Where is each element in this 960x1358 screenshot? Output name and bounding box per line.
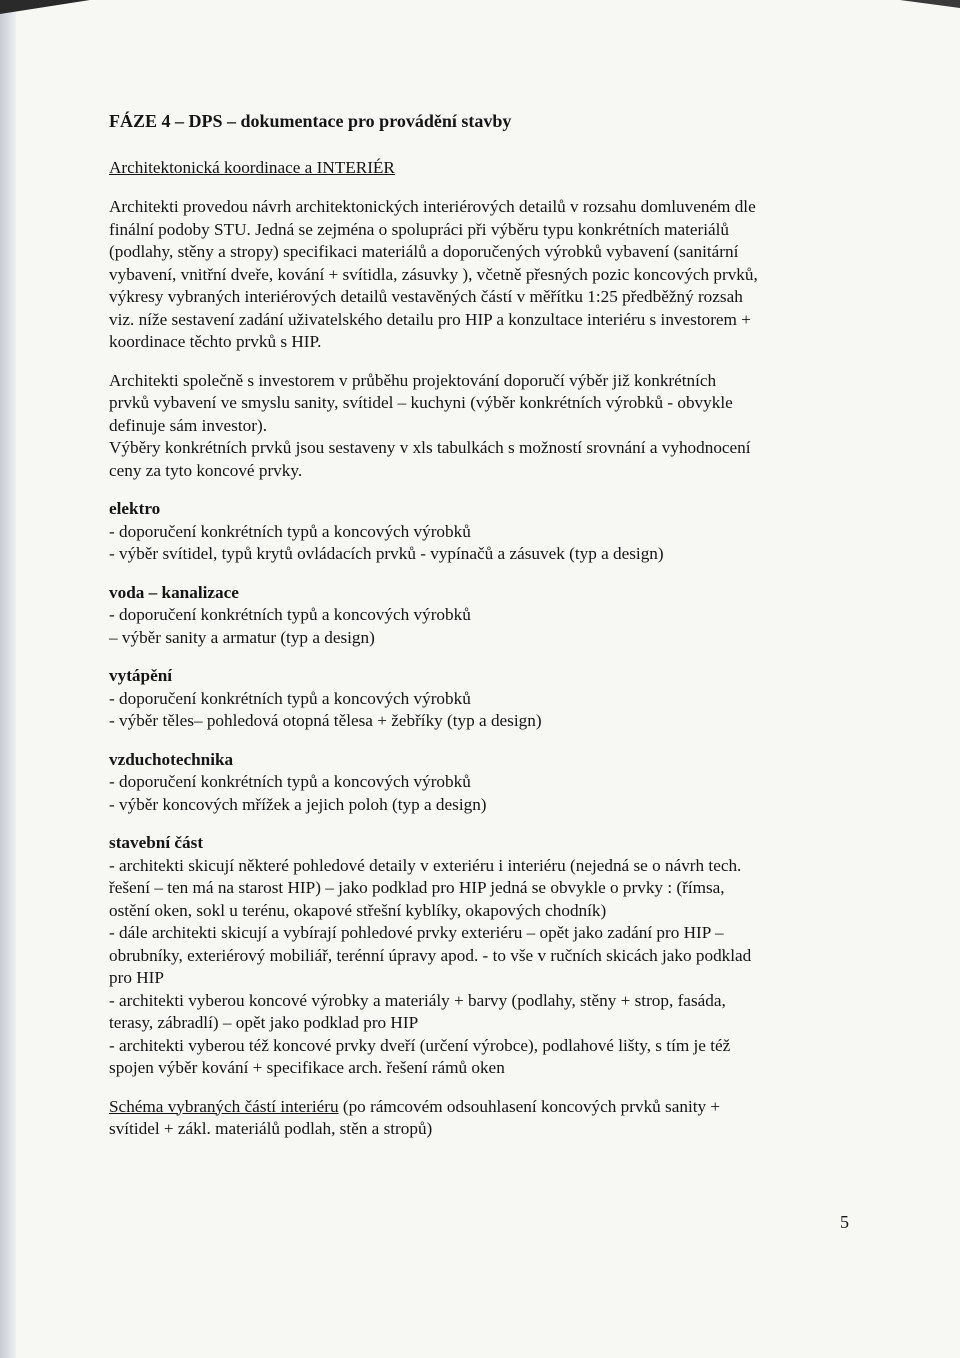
paragraph-line: výkresy vybraných interiérových detailů vestavěných částí v měřítku 1:25 předběžný rozsah [109, 287, 743, 306]
scan-corner-mark-right [900, 0, 960, 8]
section-line: – výběr sanity a armatur (typ a design) [109, 627, 375, 647]
section-heading: vzduchotechnika [109, 749, 234, 769]
closing-text: (po rámcovém odsouhlasení koncových prvků sanity + [338, 1096, 721, 1116]
section-heading: voda – kanalizace [109, 582, 239, 602]
paragraph-line: (podlahy, stěny a stropy) specifikaci materiálů a doporučených výrobků vybavení (sanitární [109, 242, 739, 261]
section-heading: vytápění [109, 666, 173, 685]
section-heading: stavební část [109, 833, 204, 852]
paragraph-line: Architekti společně s investorem v průběhu projektování doporučí výběr již konkrétních [109, 370, 717, 390]
section-line: - výběr koncových mřížek a jejich poloh (typ a design) [109, 794, 487, 814]
selection-paragraph [109, 370, 849, 483]
section-line: - doporučení konkrétních typů a koncových výrobků [109, 521, 471, 541]
section-line: - architekti skicují některé pohledové detaily v exteriéru i interiéru (nejedná se o návrh tech. [109, 855, 742, 875]
document-subtitle: Architektonická koordinace a INTERIÉR [109, 157, 395, 177]
section-line: spojen výběr kování + specifikace arch. řešení rámů oken [109, 1058, 505, 1077]
paragraph-line: vybavení, vnitřní dveře, kování + svítidla, zásuvky ), včetně přesných pozic koncových prvků, [109, 264, 758, 284]
scan-corner-mark [0, 0, 90, 14]
section-line: ostění oken, sokl u terénu, okapové střešní kyblíky, okapových chodník) [109, 900, 607, 920]
section-heading: elektro [109, 499, 161, 518]
section-line: terasy, zábradlí) – opět jako podklad pro HIP [109, 1013, 419, 1032]
paragraph-line: prvků vybavení ve smyslu sanity, svítidel – kuchyni (výběr konkrétních výrobků - obvykle [109, 393, 733, 412]
paragraph-line: Výběry konkrétních prvků jsou sestaveny v xls tabulkách s možností srovnání a vyhodnocení [109, 438, 751, 457]
closing-line-1 [109, 1096, 849, 1119]
section-voda-kanalizace [109, 582, 849, 650]
intro-paragraph [109, 196, 849, 354]
section-line: obrubníky, exteriérový mobiliář, terénní úpravy apod. - to vše v ručních skicách jako podklad [109, 945, 752, 965]
section-vzduchotechnika [109, 749, 849, 817]
section-vytapeni [109, 665, 849, 733]
section-line: - výběr těles– pohledová otopná tělesa + žebříky (typ a design) [109, 711, 542, 730]
paragraph-line: Architekti provedou návrh architektonických interiérových detailů v rozsahu domluveném dle [109, 197, 756, 216]
section-line: - doporučení konkrétních typů a koncových výrobků [109, 772, 471, 791]
section-line: pro HIP [109, 968, 164, 987]
page-number: 5 [840, 1212, 849, 1232]
section-stavebni-cast [109, 832, 849, 1080]
paragraph-line: finální podoby STU. Jedná se zejména o spolupráci při výběru typu konkrétních materiálů [109, 219, 730, 239]
section-line: řešení – ten má na starost HIP) – jako podklad pro HIP jedná se obvykle o prvky : (římsa, [109, 878, 725, 897]
section-line: - výběr svítidel, typů krytů ovládacích prvků - vypínačů a zásuvek (typ a design) [109, 544, 664, 563]
paragraph-line: koordinace těchto prvků s HIP. [109, 332, 322, 351]
section-line: - doporučení konkrétních typů a koncových výrobků [109, 605, 471, 624]
section-line: - architekti vyberou koncové výrobky a materiály + barvy (podlahy, stěny + strop, fasáda, [109, 990, 726, 1010]
paragraph-line: ceny za tyto koncové prvky. [109, 460, 303, 480]
closing-paragraph [109, 1096, 849, 1141]
section-elektro [109, 498, 849, 566]
document-page [109, 110, 849, 1141]
section-line: - dále architekti skicují a vybírají pohledové prvky exteriéru – opět jako zadání pro HIP – [109, 923, 724, 942]
section-line: - architekti vyberou též koncové prvky dveří (určení výrobce), podlahové lišty, s tím je též [109, 1035, 731, 1055]
scan-left-edge [0, 0, 16, 1358]
closing-line-2: svítidel + zákl. materiálů podlah, stěn a stropů) [109, 1119, 433, 1138]
paragraph-line: viz. níže sestavení zadání uživatelského detailu pro HIP a konzultace interiéru s investorem + [109, 309, 751, 329]
schema-heading: Schéma vybraných částí interiéru [109, 1096, 339, 1116]
section-line: - doporučení konkrétních typů a koncových výrobků [109, 688, 471, 708]
document-title: FÁZE 4 – DPS – dokumentace pro provádění stavby [109, 111, 512, 131]
paragraph-line: definuje sám investor). [109, 415, 267, 435]
